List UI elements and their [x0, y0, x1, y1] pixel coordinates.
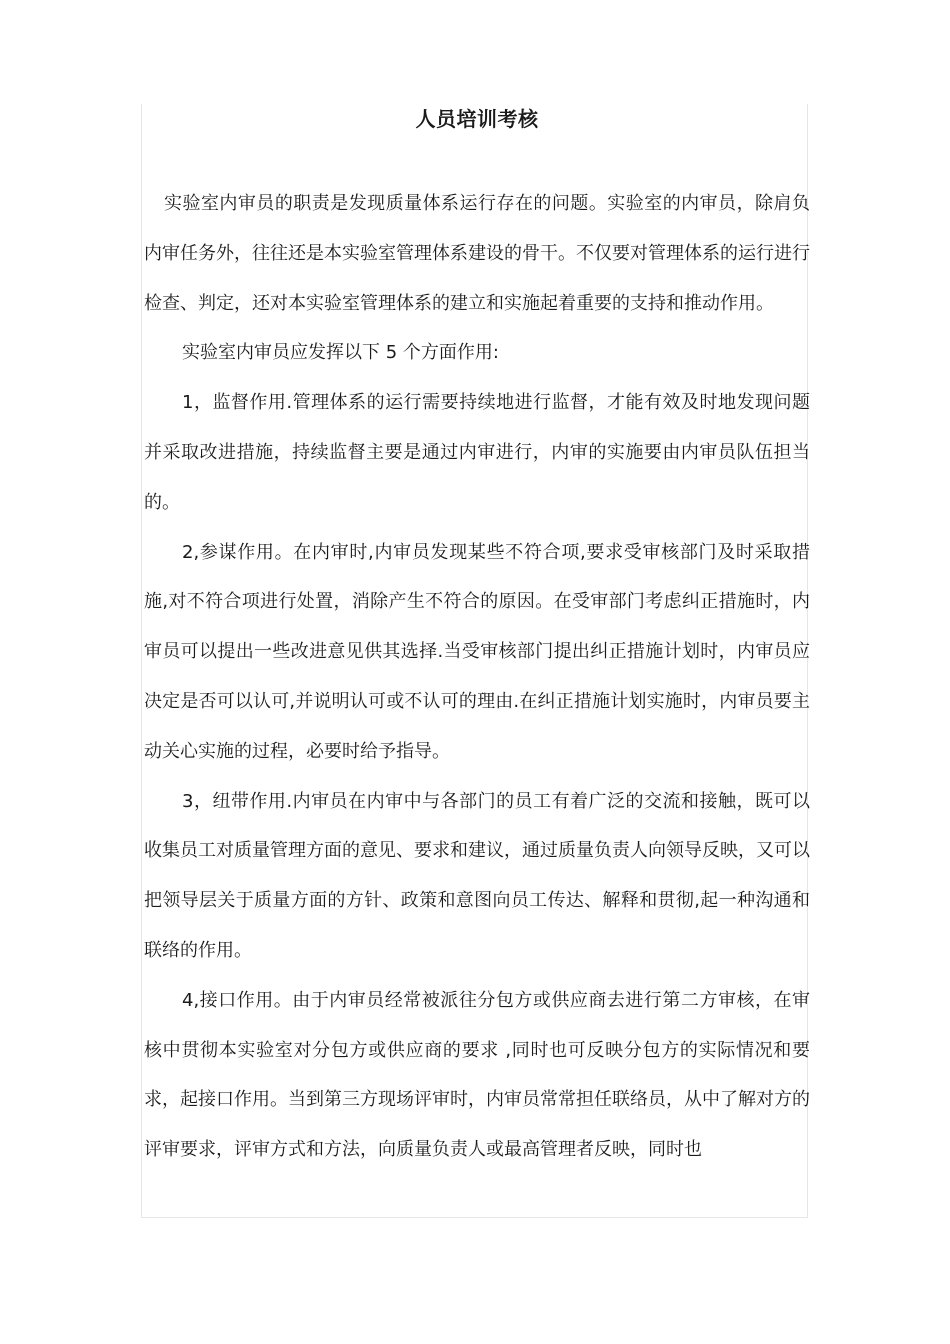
paragraph-intro: 实验室内审员的职责是发现质量体系运行存在的问题。实验室的内审员，除肩负内审任务外，往往还是本实验室管理体系建设的骨干。不仅要对管理体系的运行进行检查、判定，还对本实验室管理体系的建立和实施起着重要的支持和推动作用。 — [144, 193, 810, 314]
document-title: 人员培训考核 — [415, 107, 539, 131]
document-body — [144, 101, 810, 1175]
paragraph-role-supervision: 1，监督作用.管理体系的运行需要持续地进行监督，才能有效及时地发现问题并采取改进措施，持续监督主要是通过内审进行，内审的实施要由内审员队伍担当的。 — [144, 392, 810, 513]
paragraph-role-interface: 4,接口作用。由于内审员经常被派往分包方或供应商去进行第二方审核，在审核中贯彻本实验室对分包方或供应商的要求 ,同时也可反映分包方的实际情况和要求，起接口作用。当到第三方现场评审时，内审员常常担任联络员，从中了解对方的评审要求，评审方式和方法，向质量负责人或最高管理者反映，同时也 — [144, 989, 810, 1161]
paragraph-roles-heading: 实验室内审员应发挥以下 5 个方面作用: — [182, 342, 499, 364]
paragraph-list — [144, 179, 810, 1175]
paragraph-role-advisory: 2,参谋作用。在内审时,内审员发现某些不符合项,要求受审核部门及时采取措施,对不符合项进行处置，消除产生不符合的原因。在受审部门考虑纠正措施时，内审员可以提出一些改进意见供其选择.当受审核部门提出纠正措施计划时，内审员应决定是否可以认可,并说明认可或不认可的理由.在纠正措施计划实施时，内审员要主动关心实施的过程，必要时给予指导。 — [144, 541, 810, 762]
paragraph-role-liaison: 3，纽带作用.内审员在内审中与各部门的员工有着广泛的交流和接触，既可以收集员工对质量管理方面的意见、要求和建议，通过质量负责人向领导反映，又可以把领导层关于质量方面的方针、政策和意图向员工传达、解释和贯彻,起一种沟通和联络的作用。 — [144, 790, 810, 961]
